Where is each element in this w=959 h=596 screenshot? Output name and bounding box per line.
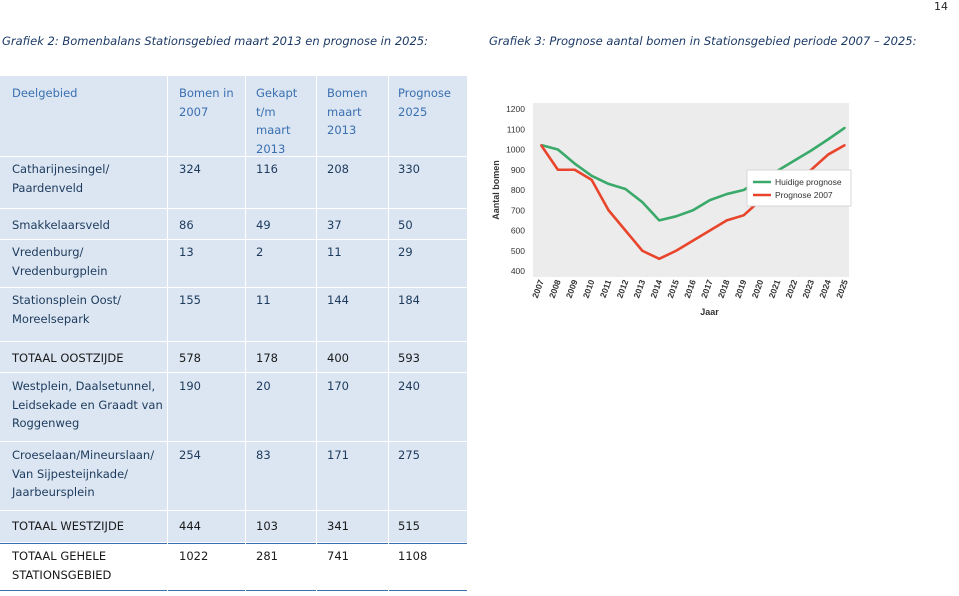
area-name-cell-line: Vredenburg/ [12, 245, 84, 259]
x-tick-label: 2010 [580, 278, 597, 300]
header-cell [388, 84, 467, 121]
value-cell [245, 216, 316, 235]
value-cell [388, 291, 467, 310]
data-point [692, 240, 694, 242]
value-cell-line: 1108 [398, 549, 428, 563]
area-name-cell [0, 216, 167, 235]
y-tick-label: 800 [510, 185, 525, 195]
data-point [608, 183, 610, 185]
x-tick-label: 2017 [698, 278, 715, 300]
legend-box [747, 170, 851, 206]
header-cell-line: 2013 [256, 141, 286, 156]
header-cell-line: Bomen in [179, 86, 234, 100]
area-name-cell [0, 547, 167, 584]
value-cell-line: 20 [256, 379, 271, 393]
column-divider [388, 76, 389, 591]
header-cell-line: Bomen [327, 86, 368, 100]
table-total-row [0, 543, 467, 591]
data-point [608, 209, 610, 211]
table-row [0, 373, 467, 442]
data-point [827, 139, 829, 141]
value-cell [245, 446, 316, 465]
data-point [625, 188, 627, 190]
data-point [591, 179, 593, 181]
value-cell [245, 243, 316, 262]
x-tick-label: 2022 [783, 278, 800, 300]
value-cell-line: 1022 [179, 549, 209, 563]
area-name-cell [0, 243, 167, 280]
value-cell [316, 446, 388, 465]
value-cell [167, 291, 245, 310]
value-cell [167, 243, 245, 262]
data-point [726, 193, 728, 195]
value-cell-line: 208 [327, 162, 349, 176]
data-point [743, 189, 745, 191]
area-name-cell [0, 446, 167, 502]
data-point [591, 175, 593, 177]
value-cell-line: 578 [179, 351, 201, 365]
x-tick-label: 2008 [546, 278, 563, 300]
x-tick-label: 2023 [800, 278, 817, 300]
y-tick-label: 500 [510, 245, 525, 256]
header-cell-line: maart [256, 123, 291, 137]
value-cell-line: 11 [327, 245, 342, 259]
area-name-cell-line: Roggenweg [12, 416, 80, 430]
x-tick-label: 2011 [597, 278, 614, 300]
value-cell-line: 103 [256, 519, 278, 533]
header-cell [316, 84, 388, 140]
value-cell [167, 517, 245, 536]
value-cell-line: 11 [256, 293, 271, 307]
value-cell [316, 349, 388, 368]
value-cell-line: 240 [398, 379, 420, 393]
data-point [743, 215, 745, 217]
area-name-cell-line: Westplein, Daalsetunnel, [12, 379, 156, 393]
value-cell [245, 291, 316, 310]
y-tick-label: 1000 [506, 144, 525, 155]
area-name-cell-line: Van Sijpesteijnkade/ [12, 466, 129, 481]
value-cell-line: 50 [398, 218, 413, 232]
value-cell-line: 593 [398, 351, 420, 365]
value-cell-line: 275 [398, 448, 420, 462]
table-header-row [0, 76, 467, 157]
chart-svg [486, 98, 858, 320]
value-cell-line: 116 [256, 162, 278, 176]
value-cell-line: 29 [398, 245, 413, 259]
value-cell-line: 37 [327, 218, 342, 232]
x-tick-label: 2018 [715, 278, 732, 300]
data-point [625, 230, 627, 232]
caption-graph-3: Grafiek 3: Prognose aantal bomen in Stationsgebied periode 2007 – 2025: [489, 34, 917, 48]
value-cell [316, 291, 388, 310]
value-cell [316, 517, 388, 536]
value-cell [388, 446, 467, 465]
value-cell [316, 216, 388, 235]
header-cell-line: t/m [256, 104, 276, 119]
header-cell-line: 2025 [398, 104, 428, 119]
area-name-cell [0, 377, 167, 433]
page-number: 14 [934, 0, 948, 13]
value-cell-line: 144 [327, 293, 349, 307]
header-cell [0, 84, 167, 103]
x-tick-label: 2025 [834, 278, 850, 300]
value-cell-line: 184 [398, 293, 420, 307]
value-cell [388, 243, 467, 262]
value-cell [388, 160, 467, 179]
value-cell [388, 377, 467, 396]
x-tick-label: 2024 [817, 278, 833, 300]
tree-balance-table [0, 76, 467, 591]
value-cell-line: 444 [179, 519, 201, 533]
value-cell-line: 13 [179, 245, 194, 259]
column-divider [245, 76, 246, 591]
x-tick-label: 2013 [631, 278, 648, 300]
area-name-cell-line: Paardenveld [12, 180, 84, 195]
header-cell-line: maart [327, 104, 362, 119]
data-point [810, 150, 812, 152]
area-name-cell-line: Moreelsepark [12, 311, 90, 326]
data-point [794, 160, 796, 162]
table-row [0, 288, 467, 342]
x-tick-label: 2007 [530, 278, 546, 300]
data-point [726, 220, 728, 222]
x-tick-label: 2014 [648, 278, 665, 300]
area-name-cell [0, 517, 167, 536]
x-tick-label: 2020 [749, 278, 766, 300]
y-tick-label: 1200 [506, 104, 525, 114]
value-cell [167, 446, 245, 465]
x-tick-label: 2021 [766, 278, 783, 300]
value-cell [245, 517, 316, 536]
data-point [642, 250, 644, 252]
value-cell [167, 160, 245, 179]
value-cell [388, 547, 467, 566]
data-point [692, 209, 694, 211]
area-name-cell-line: TOTAAL WESTZIJDE [12, 519, 125, 533]
table-row [0, 442, 467, 511]
data-point [540, 144, 542, 146]
value-cell-line: 341 [327, 519, 349, 533]
value-cell-line: 83 [256, 448, 271, 462]
value-cell-line: 324 [179, 162, 201, 176]
value-cell [245, 349, 316, 368]
area-name-cell-line: STATIONSGEBIED [12, 567, 112, 582]
data-point [658, 220, 660, 222]
value-cell-line: 49 [256, 218, 271, 232]
column-divider [167, 76, 168, 591]
value-cell [316, 160, 388, 179]
y-tick-label: 600 [510, 225, 525, 236]
value-cell-line: 515 [398, 519, 420, 533]
header-cell-line: Deelgebied [12, 86, 78, 100]
area-name-cell-line: Stationsplein Oost/ [12, 293, 122, 307]
x-tick-label: 2016 [682, 278, 698, 300]
caption-graph-2: Grafiek 2: Bomenbalans Stationsgebied maart 2013 en prognose in 2025: [2, 34, 428, 48]
area-name-cell-line: Croeselaan/Mineurslaan/ [12, 448, 155, 462]
x-axis-label: Jaar [700, 307, 719, 317]
data-point [844, 144, 846, 146]
x-tick-label: 2019 [732, 278, 749, 300]
value-cell [245, 547, 316, 566]
area-name-cell [0, 291, 167, 328]
header-cell [245, 84, 316, 158]
x-tick-label: 2009 [563, 278, 580, 300]
area-name-cell [0, 160, 167, 197]
value-cell [245, 160, 316, 179]
value-cell-line: 171 [327, 448, 349, 462]
data-point [827, 154, 829, 156]
area-name-cell-line: TOTAAL GEHELE [12, 549, 107, 563]
value-cell-line: 155 [179, 293, 201, 307]
table-total-row [0, 342, 467, 373]
header-cell-line: 2007 [179, 104, 209, 119]
value-cell-line: 170 [327, 379, 349, 393]
value-cell [167, 216, 245, 235]
area-name-cell-line: TOTAAL OOSTZIJDE [12, 351, 124, 365]
data-point [642, 201, 644, 203]
data-point [675, 250, 677, 252]
value-cell-line: 86 [179, 218, 194, 232]
legend-label: Huidige prognose [775, 177, 842, 187]
header-cell-line: 2013 [327, 123, 357, 137]
x-tick-label: 2015 [665, 278, 681, 300]
header-cell-line: Prognose [398, 86, 451, 100]
value-cell [316, 377, 388, 396]
y-axis-label: Aantal bomen [491, 160, 501, 220]
legend-label: Prognose 2007 [775, 190, 833, 200]
area-name-cell-line: Leidsekade en Graadt van [12, 397, 163, 412]
value-cell-line: 190 [179, 379, 201, 393]
data-point [709, 230, 711, 232]
data-point [675, 216, 677, 218]
value-cell-line: 178 [256, 351, 278, 365]
data-point [709, 199, 711, 201]
area-name-cell-line: Jaarbeursplein [12, 485, 95, 499]
table-row [0, 157, 467, 209]
data-point [574, 169, 576, 171]
value-cell-line: 281 [256, 549, 278, 563]
area-name-cell [0, 349, 167, 368]
value-cell [245, 377, 316, 396]
value-cell [167, 349, 245, 368]
value-cell [167, 377, 245, 396]
value-cell [388, 349, 467, 368]
tree-forecast-chart [486, 98, 858, 320]
value-cell [388, 216, 467, 235]
value-cell-line: 400 [327, 351, 349, 365]
header-cell-line: Gekapt [256, 86, 298, 100]
value-cell [167, 547, 245, 566]
header-cell [167, 84, 245, 121]
data-point [658, 258, 660, 260]
column-divider [316, 76, 317, 591]
y-tick-label: 1100 [506, 124, 525, 135]
data-point [557, 149, 559, 151]
value-cell [316, 547, 388, 566]
value-cell-line: 254 [179, 448, 201, 462]
area-name-cell-line: Vredenburgplein [12, 263, 108, 278]
value-cell [316, 243, 388, 262]
table-row [0, 240, 467, 288]
data-point [557, 169, 559, 171]
y-tick-label: 400 [510, 266, 525, 276]
area-name-cell-line: Smakkelaarsveld [12, 218, 110, 232]
value-cell-line: 330 [398, 162, 420, 176]
area-name-cell-line: Catharijnesingel/ [12, 162, 110, 176]
y-tick-label: 900 [510, 164, 525, 175]
x-tick-label: 2012 [614, 278, 631, 300]
value-cell-line: 2 [256, 245, 264, 259]
data-point [574, 163, 576, 165]
table-total-row [0, 511, 467, 543]
value-cell [388, 517, 467, 536]
data-point [844, 127, 846, 129]
y-tick-label: 700 [510, 205, 525, 216]
value-cell-line: 741 [327, 549, 349, 563]
table-row [0, 209, 467, 240]
